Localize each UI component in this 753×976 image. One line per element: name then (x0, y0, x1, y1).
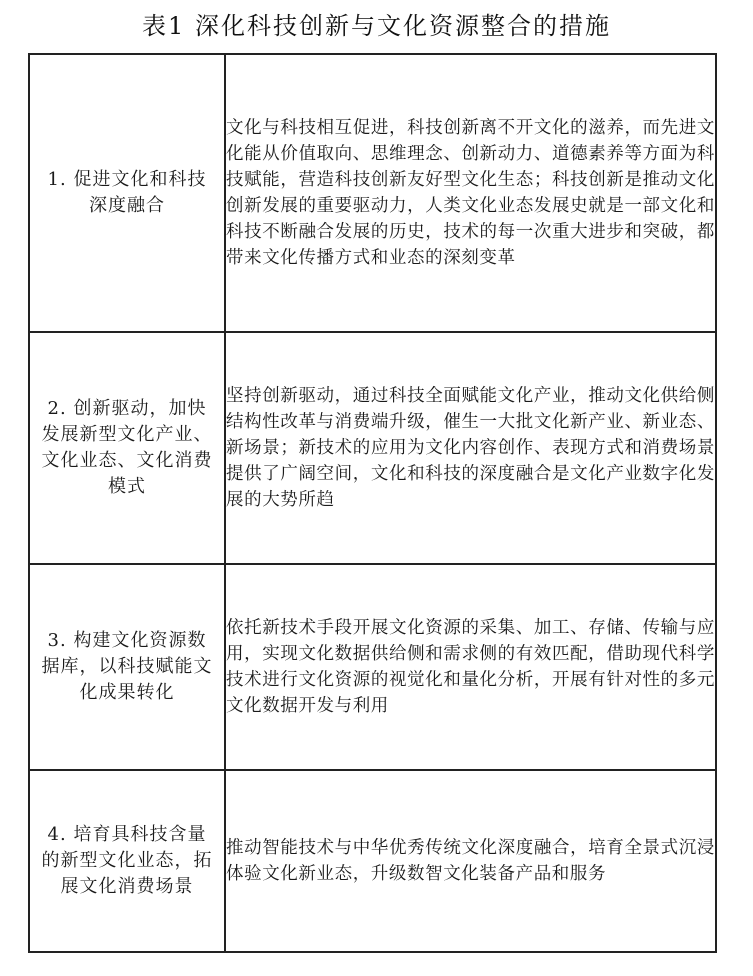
measure-content: 推动智能技术与中华优秀传统文化深度融合，培育全景式沉浸体验文化新业态，升级数智文化装备产品和服务 (226, 838, 715, 884)
measure-label-cell (29, 54, 225, 332)
measure-label: 1. 促进文化和科技深度融合 (47, 169, 207, 216)
measure-content: 坚持创新驱动，通过科技全面赋能文化产业，推动文化供给侧结构性改革与消费端升级，催生一大批文化新产业、新业态、新场景；新技术的应用为文化内容创作、表现方式和消费场景提供了广阔空间，文化和科技的深度融合是文化产业数字化发展的大势所趋 (226, 386, 715, 510)
measure-label: 2. 创新驱动，加快发展新型文化产业、文化业态、文化消费模式 (41, 398, 213, 497)
measure-content: 文化与科技相互促进，科技创新离不开文化的滋养，而先进文化能从价值取向、思维理念、创新动力、道德素养等方面为科技赋能，营造科技创新友好型文化生态；科技创新是推动文化创新发展的重要驱动力，人类文化业态发展史就是一部文化和科技不断融合发展的历史，技术的每一次重大进步和突破，都带来文化传播方式和业态的深刻变革 (226, 118, 715, 268)
measure-content: 依托新技术手段开展文化资源的采集、加工、存储、传输与应用，实现文化数据供给侧和需求侧的有效匹配，借助现代科学技术进行文化资源的视觉化和量化分析，开展有针对性的多元文化数据开发与利用 (226, 618, 715, 716)
table-row (29, 564, 716, 770)
measures-table (28, 53, 717, 953)
measure-label-cell (29, 564, 225, 770)
measure-content-cell (225, 564, 716, 770)
measure-label: 3. 构建文化资源数据库，以科技赋能文化成果转化 (41, 630, 213, 703)
measure-label-cell (29, 332, 225, 564)
table-row (29, 54, 716, 332)
measure-content-cell (225, 332, 716, 564)
measure-label-cell (29, 770, 225, 952)
table-title: 表1 深化科技创新与文化资源整合的措施 (142, 12, 611, 40)
table-row (29, 770, 716, 952)
table-row (29, 332, 716, 564)
measure-label: 4. 培育具科技含量的新型文化业态，拓展文化消费场景 (41, 824, 213, 897)
measure-content-cell (225, 54, 716, 332)
measure-content-cell (225, 770, 716, 952)
